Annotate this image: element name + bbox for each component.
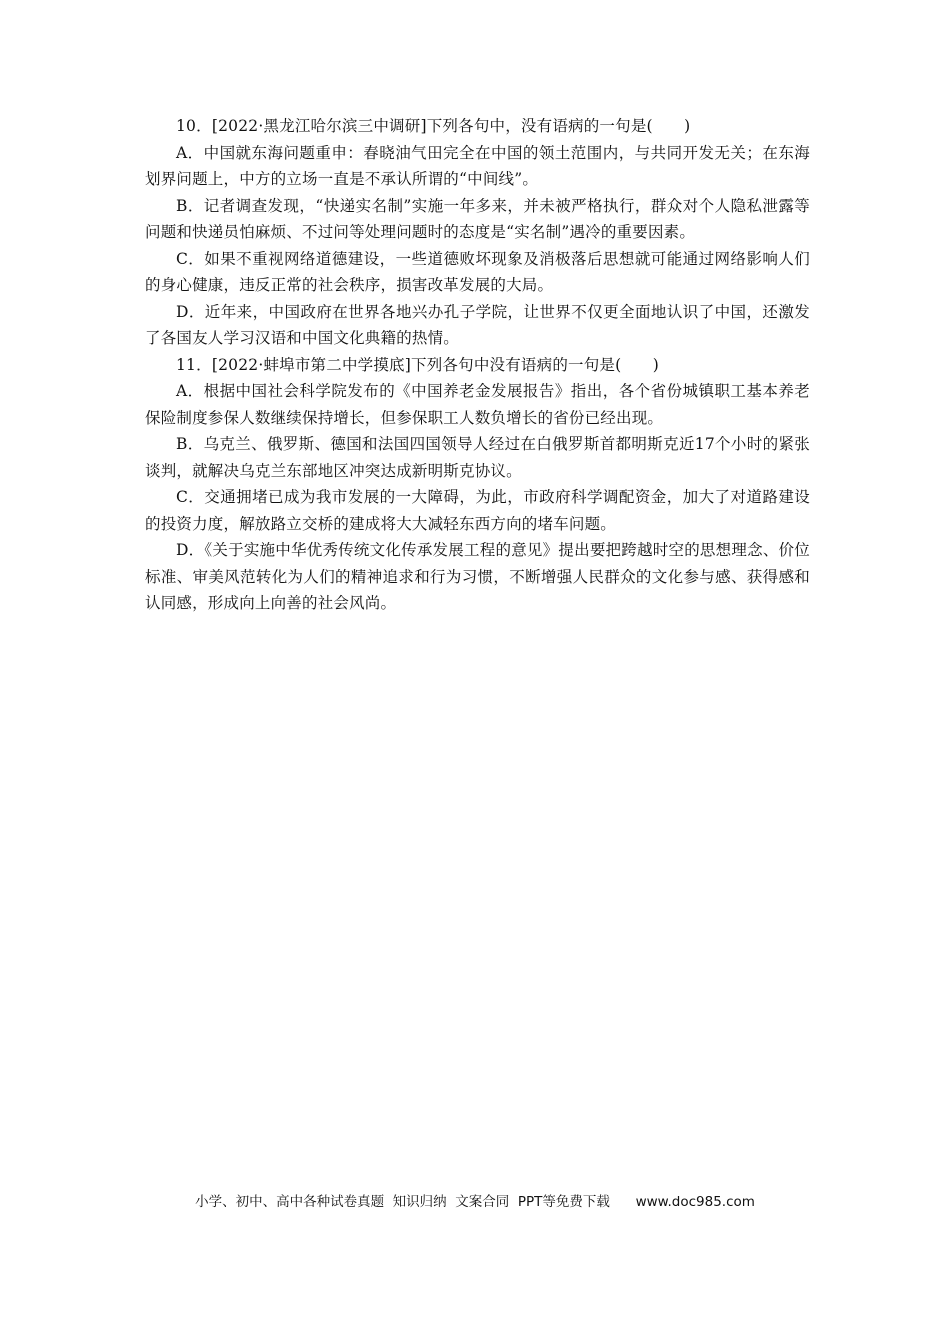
question-10-option-d: D．近年来，中国政府在世界各地兴办孔子学院，让世界不仅更全面地认识了中国，还激发了各国友人学习汉语和中国文化典籍的热情。 — [145, 302, 810, 347]
question-10-option-c: C．如果不重视网络道德建设，一些道德败坏现象及消极落后思想就可能通过网络影响人们的身心健康，违反正常的社会秩序，损害改革发展的大局。 — [145, 249, 810, 294]
question-11-stem: 11．[2022·蚌埠市第二中学摸底]下列各句中没有语病的一句是( ) — [176, 355, 660, 374]
question-11-option-c: C．交通拥堵已成为我市发展的一大障碍，为此，市政府科学调配资金，加大了对道路建设的投资力度，解放路立交桥的建成将大大减轻东西方向的堵车问题。 — [145, 488, 810, 533]
question-10-option-b: B．记者调查发现，“快递实名制”实施一年多来，并未被严格执行，群众对个人隐私泄露等问题和快递员怕麻烦、不过问等处理问题时的态度是“实名制”遇冷的重要因素。 — [145, 196, 810, 241]
question-11-source: 蚌埠市第二中学摸底 — [263, 355, 405, 374]
question-11-option-b: B．乌克兰、俄罗斯、德国和法国四国领导人经过在白俄罗斯首都明斯克近17个小时的紧张谈判，就解决乌克兰东部地区冲突达成新明斯克协议。 — [145, 435, 810, 480]
page-footer: 小学、初中、高中各种试卷真题 知识归纳 文案合同 PPT等免费下载 www.doc985.com — [195, 1194, 755, 1210]
question-10-stem: 10．[2022·黑龙江哈尔滨三中调研]下列各句中，没有语病的一句是( ) — [176, 117, 691, 135]
question-11-option-a: A．根据中国社会科学院发布的《中国养老金发展报告》指出，各个省份城镇职工基本养老保险制度参保人数继续保持增长，但参保职工人数负增长的省份已经出现。 — [145, 382, 810, 427]
question-11-option-d: D．《关于实施中华优秀传统文化传承发展工程的意见》提出要把跨越时空的思想理念、价位标准、审美风范转化为人们的精神追求和行为习惯，不断增强人民群众的文化参与感、获得感和认同感，形成向上向善的社会风尚。 — [145, 541, 810, 612]
question-10-option-a: A．中国就东海问题重申：春晓油气田完全在中国的领土范围内，与共同开发无关；在东海划界问题上，中方的立场一直是不承认所谓的“中间线”。 — [145, 143, 810, 188]
document-body — [145, 113, 810, 617]
question-10-source: 黑龙江哈尔滨三中调研 — [263, 117, 421, 135]
